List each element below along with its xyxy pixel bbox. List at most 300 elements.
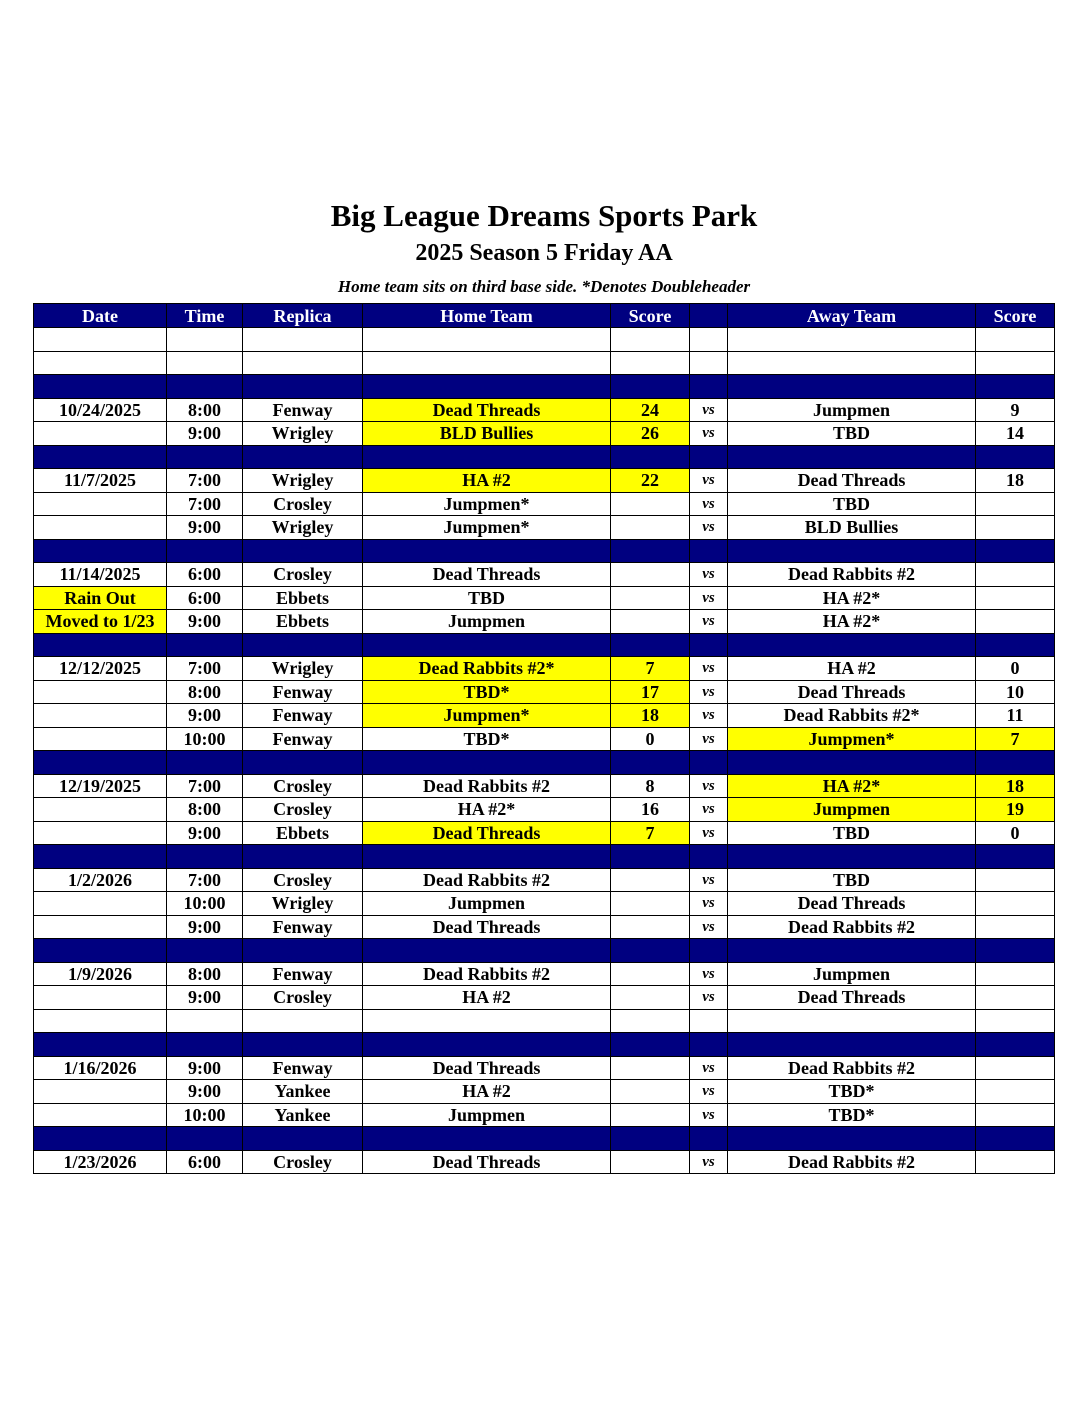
time-cell: 8:00 — [167, 680, 243, 704]
home-score-cell — [611, 915, 690, 939]
empty-cell — [363, 751, 611, 775]
away-team-cell: Jumpmen* — [728, 727, 976, 751]
separator-row — [34, 751, 1055, 775]
date-cell: 1/16/2026 — [34, 1056, 167, 1080]
date-cell: 10/24/2025 — [34, 398, 167, 422]
game-row — [34, 680, 1055, 704]
game-row — [34, 704, 1055, 728]
empty-cell — [34, 845, 167, 869]
away-team-cell: TBD* — [728, 1103, 976, 1127]
replica-cell: Wrigley — [243, 657, 363, 681]
away-team-cell: Dead Threads — [728, 469, 976, 493]
date-cell — [34, 492, 167, 516]
replica-cell: Crosley — [243, 774, 363, 798]
replica-cell: Ebbets — [243, 586, 363, 610]
away-score-cell — [976, 516, 1055, 540]
replica-cell: Yankee — [243, 1103, 363, 1127]
empty-cell — [363, 351, 611, 375]
date-cell — [34, 422, 167, 446]
empty-cell — [34, 539, 167, 563]
home-score-cell: 24 — [611, 398, 690, 422]
header-away-team: Away Team — [728, 304, 976, 328]
empty-cell — [363, 1009, 611, 1033]
empty-cell — [690, 1127, 728, 1151]
home-score-cell: 26 — [611, 422, 690, 446]
empty-cell — [243, 445, 363, 469]
home-team-cell: HA #2* — [363, 798, 611, 822]
replica-cell: Wrigley — [243, 892, 363, 916]
empty-cell — [611, 845, 690, 869]
empty-cell — [167, 939, 243, 963]
game-row — [34, 798, 1055, 822]
game-row — [34, 1150, 1055, 1174]
empty-cell — [363, 633, 611, 657]
vs-label: vs — [690, 492, 728, 516]
replica-cell: Yankee — [243, 1080, 363, 1104]
away-score-cell — [976, 1056, 1055, 1080]
empty-cell — [976, 1009, 1055, 1033]
date-cell: Rain Out — [34, 586, 167, 610]
empty-cell — [690, 375, 728, 399]
away-score-cell — [976, 892, 1055, 916]
empty-cell — [243, 328, 363, 352]
vs-label: vs — [690, 986, 728, 1010]
game-row — [34, 892, 1055, 916]
away-score-cell: 10 — [976, 680, 1055, 704]
home-team-cell: TBD* — [363, 680, 611, 704]
time-cell: 10:00 — [167, 1103, 243, 1127]
date-cell: 12/19/2025 — [34, 774, 167, 798]
game-row — [34, 422, 1055, 446]
home-score-cell — [611, 892, 690, 916]
empty-cell — [243, 939, 363, 963]
away-score-cell — [976, 1150, 1055, 1174]
home-score-cell — [611, 868, 690, 892]
away-score-cell: 0 — [976, 657, 1055, 681]
home-team-cell: Dead Threads — [363, 821, 611, 845]
away-score-cell: 14 — [976, 422, 1055, 446]
vs-label: vs — [690, 563, 728, 587]
replica-cell: Fenway — [243, 915, 363, 939]
time-cell: 7:00 — [167, 492, 243, 516]
time-cell: 9:00 — [167, 610, 243, 634]
header-away-score: Score — [976, 304, 1055, 328]
empty-cell — [690, 845, 728, 869]
empty-cell — [728, 939, 976, 963]
time-cell: 6:00 — [167, 563, 243, 587]
empty-cell — [34, 939, 167, 963]
date-cell — [34, 704, 167, 728]
home-team-cell: Dead Rabbits #2* — [363, 657, 611, 681]
away-team-cell: HA #2* — [728, 774, 976, 798]
time-cell: 8:00 — [167, 962, 243, 986]
separator-row — [34, 1033, 1055, 1057]
away-score-cell — [976, 1103, 1055, 1127]
vs-label: vs — [690, 422, 728, 446]
empty-cell — [34, 375, 167, 399]
replica-cell: Fenway — [243, 1056, 363, 1080]
empty-cell — [611, 351, 690, 375]
empty-cell — [34, 351, 167, 375]
away-team-cell: HA #2* — [728, 586, 976, 610]
home-score-cell — [611, 1056, 690, 1080]
empty-cell — [243, 1033, 363, 1057]
away-team-cell: Dead Rabbits #2 — [728, 563, 976, 587]
header-row — [34, 304, 1055, 328]
time-cell: 9:00 — [167, 516, 243, 540]
empty-cell — [34, 1127, 167, 1151]
empty-cell — [34, 328, 167, 352]
separator-row — [34, 539, 1055, 563]
away-team-cell: Dead Rabbits #2 — [728, 1150, 976, 1174]
vs-label: vs — [690, 774, 728, 798]
empty-cell — [690, 539, 728, 563]
home-team-cell: Dead Rabbits #2 — [363, 868, 611, 892]
empty-cell — [728, 845, 976, 869]
time-cell: 10:00 — [167, 727, 243, 751]
vs-label: vs — [690, 610, 728, 634]
empty-cell — [728, 375, 976, 399]
header-home-score: Score — [611, 304, 690, 328]
replica-cell: Wrigley — [243, 516, 363, 540]
empty-cell — [611, 539, 690, 563]
game-row — [34, 774, 1055, 798]
game-row — [34, 1080, 1055, 1104]
empty-cell — [728, 351, 976, 375]
empty-cell — [167, 375, 243, 399]
vs-label: vs — [690, 821, 728, 845]
vs-label: vs — [690, 1150, 728, 1174]
home-team-cell: Jumpmen* — [363, 492, 611, 516]
home-score-cell: 7 — [611, 657, 690, 681]
empty-cell — [34, 633, 167, 657]
empty-cell — [690, 328, 728, 352]
game-row — [34, 962, 1055, 986]
replica-cell: Fenway — [243, 398, 363, 422]
empty-cell — [243, 351, 363, 375]
empty-cell — [611, 445, 690, 469]
game-row — [34, 727, 1055, 751]
replica-cell: Crosley — [243, 1150, 363, 1174]
empty-cell — [976, 328, 1055, 352]
away-team-cell: Jumpmen — [728, 398, 976, 422]
away-score-cell — [976, 586, 1055, 610]
empty-cell — [243, 1009, 363, 1033]
date-cell — [34, 516, 167, 540]
separator-row — [34, 445, 1055, 469]
empty-cell — [690, 633, 728, 657]
empty-cell — [728, 633, 976, 657]
game-row — [34, 469, 1055, 493]
away-score-cell — [976, 986, 1055, 1010]
separator-row — [34, 375, 1055, 399]
home-team-cell: Jumpmen* — [363, 704, 611, 728]
vs-label: vs — [690, 727, 728, 751]
date-cell — [34, 1103, 167, 1127]
home-team-cell: Dead Threads — [363, 1056, 611, 1080]
home-score-cell — [611, 1103, 690, 1127]
home-team-cell: Jumpmen — [363, 1103, 611, 1127]
vs-label: vs — [690, 798, 728, 822]
empty-cell — [976, 845, 1055, 869]
empty-cell — [363, 939, 611, 963]
away-team-cell: TBD — [728, 821, 976, 845]
empty-cell — [611, 1033, 690, 1057]
replica-cell: Wrigley — [243, 469, 363, 493]
empty-cell — [34, 445, 167, 469]
away-team-cell: TBD — [728, 492, 976, 516]
home-team-cell: Jumpmen — [363, 892, 611, 916]
empty-cell — [976, 633, 1055, 657]
date-cell — [34, 727, 167, 751]
empty-cell — [690, 939, 728, 963]
date-cell: 1/9/2026 — [34, 962, 167, 986]
replica-cell: Ebbets — [243, 610, 363, 634]
away-team-cell: HA #2* — [728, 610, 976, 634]
date-cell: 11/14/2025 — [34, 563, 167, 587]
empty-cell — [611, 1127, 690, 1151]
home-score-cell: 16 — [611, 798, 690, 822]
page-subtitle: 2025 Season 5 Friday AA — [415, 240, 673, 266]
home-score-cell: 7 — [611, 821, 690, 845]
away-score-cell — [976, 610, 1055, 634]
empty-cell — [976, 445, 1055, 469]
away-score-cell: 0 — [976, 821, 1055, 845]
away-team-cell: BLD Bullies — [728, 516, 976, 540]
empty-cell — [167, 328, 243, 352]
game-row — [34, 586, 1055, 610]
home-team-cell: BLD Bullies — [363, 422, 611, 446]
empty-cell — [243, 751, 363, 775]
game-row — [34, 915, 1055, 939]
header-home-team: Home Team — [363, 304, 611, 328]
away-score-cell — [976, 1080, 1055, 1104]
date-cell — [34, 892, 167, 916]
away-team-cell: HA #2 — [728, 657, 976, 681]
home-team-cell: Dead Threads — [363, 398, 611, 422]
time-cell: 9:00 — [167, 821, 243, 845]
replica-cell: Crosley — [243, 798, 363, 822]
away-team-cell: TBD — [728, 868, 976, 892]
home-score-cell — [611, 1150, 690, 1174]
game-row — [34, 516, 1055, 540]
date-cell: 12/12/2025 — [34, 657, 167, 681]
home-team-cell: Dead Rabbits #2 — [363, 774, 611, 798]
replica-cell: Wrigley — [243, 422, 363, 446]
away-score-cell — [976, 563, 1055, 587]
vs-label: vs — [690, 704, 728, 728]
time-cell: 9:00 — [167, 915, 243, 939]
empty-cell — [611, 375, 690, 399]
header-time: Time — [167, 304, 243, 328]
home-score-cell — [611, 962, 690, 986]
schedule-note: Home team sits on third base side. *Denotes Doubleheader — [337, 277, 751, 296]
home-team-cell: Jumpmen* — [363, 516, 611, 540]
empty-cell — [243, 375, 363, 399]
away-team-cell: TBD* — [728, 1080, 976, 1104]
separator-row — [34, 845, 1055, 869]
away-score-cell — [976, 915, 1055, 939]
away-score-cell: 19 — [976, 798, 1055, 822]
away-team-cell: Jumpmen — [728, 962, 976, 986]
vs-label: vs — [690, 1056, 728, 1080]
game-row — [34, 1056, 1055, 1080]
time-cell: 9:00 — [167, 1080, 243, 1104]
replica-cell: Ebbets — [243, 821, 363, 845]
home-score-cell — [611, 516, 690, 540]
vs-label: vs — [690, 892, 728, 916]
empty-cell — [611, 633, 690, 657]
vs-label: vs — [690, 516, 728, 540]
blank-row — [34, 1009, 1055, 1033]
time-cell: 8:00 — [167, 798, 243, 822]
schedule-table — [33, 303, 1055, 1174]
empty-cell — [243, 1127, 363, 1151]
replica-cell: Crosley — [243, 986, 363, 1010]
empty-cell — [167, 845, 243, 869]
away-score-cell: 18 — [976, 469, 1055, 493]
empty-cell — [167, 1127, 243, 1151]
empty-cell — [728, 328, 976, 352]
empty-cell — [690, 445, 728, 469]
page-title: Big League Dreams Sports Park — [330, 198, 758, 233]
date-cell: Moved to 1/23 — [34, 610, 167, 634]
empty-cell — [167, 633, 243, 657]
home-team-cell: Dead Threads — [363, 563, 611, 587]
away-score-cell — [976, 962, 1055, 986]
replica-cell: Fenway — [243, 704, 363, 728]
home-team-cell: HA #2 — [363, 1080, 611, 1104]
date-cell — [34, 915, 167, 939]
time-cell: 10:00 — [167, 892, 243, 916]
game-row — [34, 492, 1055, 516]
game-row — [34, 821, 1055, 845]
home-team-cell: HA #2 — [363, 469, 611, 493]
empty-cell — [363, 1127, 611, 1151]
empty-cell — [363, 1033, 611, 1057]
empty-cell — [34, 1033, 167, 1057]
game-row — [34, 657, 1055, 681]
vs-label: vs — [690, 962, 728, 986]
empty-cell — [167, 351, 243, 375]
away-score-cell — [976, 868, 1055, 892]
date-cell: 1/2/2026 — [34, 868, 167, 892]
empty-cell — [611, 751, 690, 775]
date-cell: 11/7/2025 — [34, 469, 167, 493]
empty-cell — [728, 1033, 976, 1057]
time-cell: 6:00 — [167, 586, 243, 610]
away-score-cell — [976, 492, 1055, 516]
empty-cell — [167, 1033, 243, 1057]
date-cell — [34, 798, 167, 822]
away-team-cell: Dead Rabbits #2* — [728, 704, 976, 728]
home-score-cell — [611, 1080, 690, 1104]
empty-cell — [728, 1009, 976, 1033]
home-score-cell: 0 — [611, 727, 690, 751]
vs-label: vs — [690, 657, 728, 681]
empty-cell — [363, 845, 611, 869]
empty-cell — [976, 1127, 1055, 1151]
empty-cell — [167, 539, 243, 563]
game-row — [34, 563, 1055, 587]
empty-cell — [976, 539, 1055, 563]
time-cell: 9:00 — [167, 704, 243, 728]
home-score-cell — [611, 986, 690, 1010]
empty-cell — [976, 351, 1055, 375]
empty-cell — [363, 539, 611, 563]
empty-cell — [728, 445, 976, 469]
home-score-cell: 17 — [611, 680, 690, 704]
header-date: Date — [34, 304, 167, 328]
empty-cell — [34, 1009, 167, 1033]
home-score-cell — [611, 563, 690, 587]
empty-cell — [690, 351, 728, 375]
away-score-cell: 18 — [976, 774, 1055, 798]
home-team-cell: HA #2 — [363, 986, 611, 1010]
vs-label: vs — [690, 915, 728, 939]
game-row — [34, 1103, 1055, 1127]
date-cell — [34, 1080, 167, 1104]
replica-cell: Fenway — [243, 727, 363, 751]
empty-cell — [167, 445, 243, 469]
replica-cell: Crosley — [243, 563, 363, 587]
empty-cell — [167, 751, 243, 775]
home-team-cell: TBD* — [363, 727, 611, 751]
date-cell — [34, 680, 167, 704]
empty-cell — [728, 751, 976, 775]
away-team-cell: TBD — [728, 422, 976, 446]
date-cell — [34, 821, 167, 845]
replica-cell: Crosley — [243, 492, 363, 516]
date-cell: 1/23/2026 — [34, 1150, 167, 1174]
empty-cell — [728, 1127, 976, 1151]
away-score-cell: 7 — [976, 727, 1055, 751]
empty-cell — [243, 633, 363, 657]
game-row — [34, 610, 1055, 634]
empty-cell — [976, 375, 1055, 399]
separator-row — [34, 1127, 1055, 1151]
game-row — [34, 398, 1055, 422]
empty-cell — [976, 751, 1055, 775]
away-team-cell: Dead Rabbits #2 — [728, 915, 976, 939]
time-cell: 7:00 — [167, 469, 243, 493]
header-vs — [690, 304, 728, 328]
home-score-cell — [611, 492, 690, 516]
away-team-cell: Dead Threads — [728, 680, 976, 704]
away-team-cell: Dead Threads — [728, 986, 976, 1010]
empty-cell — [728, 539, 976, 563]
away-team-cell: Jumpmen — [728, 798, 976, 822]
vs-label: vs — [690, 868, 728, 892]
game-row — [34, 986, 1055, 1010]
time-cell: 7:00 — [167, 657, 243, 681]
separator-row — [34, 633, 1055, 657]
empty-cell — [243, 845, 363, 869]
vs-label: vs — [690, 469, 728, 493]
home-score-cell — [611, 586, 690, 610]
empty-cell — [363, 445, 611, 469]
time-cell: 7:00 — [167, 868, 243, 892]
away-score-cell: 9 — [976, 398, 1055, 422]
empty-cell — [690, 1009, 728, 1033]
away-team-cell: Dead Rabbits #2 — [728, 1056, 976, 1080]
empty-cell — [611, 328, 690, 352]
replica-cell: Fenway — [243, 680, 363, 704]
vs-label: vs — [690, 586, 728, 610]
home-score-cell — [611, 610, 690, 634]
home-team-cell: Dead Threads — [363, 915, 611, 939]
time-cell: 8:00 — [167, 398, 243, 422]
